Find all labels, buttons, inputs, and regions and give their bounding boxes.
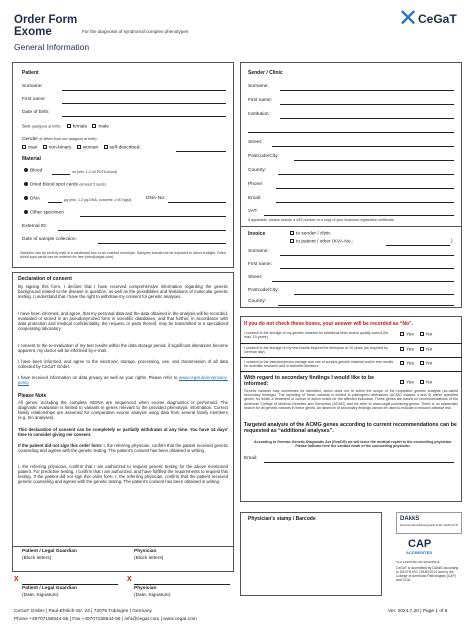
- material-note: Samples can be sent by mail in a cardboard box or air cushion envelope. Samples should not be exposed to direct sunlight. Dried blood spot cards can be ordered for free (info@cegat.com).: [20, 251, 226, 260]
- patient-surname-label: Surname:: [22, 84, 43, 89]
- q1-yes-label: Yes: [406, 332, 414, 338]
- other-specimen-field[interactable]: [80, 216, 226, 217]
- physician-email-label: Email:: [244, 456, 258, 461]
- gendg-text: According to German Genetic Diagnostic Act (GenDG) we will issue the medical report to the counselling physician. Please indicate here the contact email of the counselling physician.: [254, 440, 452, 449]
- invoice-firstname-label: First name:: [248, 262, 272, 267]
- secondary-findings-heading: With regard to secondary findings I would like to be informed:: [244, 375, 375, 387]
- sender-firstname-label: First name:: [248, 98, 272, 103]
- female-label: female: [72, 124, 88, 130]
- consent-p4: I have been informed, and agree to the electronic storage, processing, use, and transmission of all data collected by CeGaT GmbH.: [18, 359, 228, 369]
- sender-phone-label: Phone:: [248, 182, 264, 187]
- blood-note: ml (min. 1-2 ml EDTA-blood): [72, 170, 118, 174]
- invoice-street-field[interactable]: [272, 281, 454, 282]
- patient-heading: Patient: [22, 70, 39, 76]
- physician-sign-marker: X: [127, 576, 132, 583]
- invoice-postcode-field[interactable]: [294, 294, 454, 295]
- q3-answers: [400, 361, 432, 366]
- form-title-line2: Exome: [14, 26, 52, 38]
- dakks-text: DAkkS: [400, 516, 420, 522]
- blood-label: Blood: [30, 168, 43, 174]
- sender-vat-label: VAT:: [248, 209, 258, 214]
- consent-p6: I, the referring physician, confirm that the patient received genetic counseling and agrees with the genetic testing. The patient's consent has been obtained in writing.: [18, 443, 228, 453]
- self-described-field[interactable]: [176, 151, 226, 152]
- invoice-street-label: Street:: [248, 275, 263, 280]
- targeted-analysis-heading: Targeted analysis of the ACMG genes according to current recommendations can be requested as “additional analyses”.: [244, 422, 457, 434]
- blood-amount-field[interactable]: [52, 174, 70, 175]
- gender-label: Gender: [22, 137, 38, 142]
- sender-postcode-field[interactable]: [294, 160, 454, 161]
- invoice-opt2-row: [290, 239, 353, 244]
- footer-contact: Phone +49707156544-55 | Fax +49707156544-56 | info@cegat.com | www.cegat.com: [14, 617, 197, 622]
- q3-yes-checkbox[interactable]: [400, 361, 404, 365]
- bullet-icon: [24, 182, 28, 186]
- q-divider: [240, 357, 462, 358]
- consent-p5-row: [18, 375, 228, 385]
- cegat-logo: [398, 6, 462, 30]
- invoice-country-label: Country:: [248, 299, 267, 304]
- sender-street-label: Street:: [248, 140, 263, 145]
- sender-heading: Sender / Clinic: [248, 70, 283, 76]
- sender-postcode-label: Postcode/City:: [248, 154, 279, 159]
- secondary-findings-text: Genetic variants may sometimes be identified, which does not fit within the scope of the requested genetic analysis (so-called secondary findings). The reporting of these variants is limited to pathogenic alterations (ACMG classes 4 and 5) within specified genes, for which a treatment or course of action exists for the affected individual. These genes are based on recommendations of the American College of Medical Genetics and Genomics (ACMG) and we refer to www.cegat.com/acmg-genes. There is no systematic search for all genetic variants in these genes. An absence of secondary findings cannot be used to indicate a reduced disease risk.: [244, 389, 458, 410]
- invoice-heading: Invoice: [248, 231, 266, 237]
- dna-no-field[interactable]: [168, 202, 226, 203]
- physician-date-sig: (Date, Signature): [134, 593, 171, 598]
- dna-row: [22, 196, 40, 201]
- patient-sex-row: [22, 124, 109, 129]
- please-note-heading: Please Note: [18, 393, 47, 399]
- sender-email-label: Email:: [248, 196, 262, 201]
- male-label: male: [98, 124, 109, 130]
- sender-invoice-divider: [240, 226, 462, 227]
- form-title-line1: Order Form: [14, 14, 78, 26]
- woman-checkbox[interactable]: [77, 145, 81, 149]
- accreditation-text: CeGaT is accredited by DAkkS according to DIN EN ISO 15189:2014 and by the College of American Pathologists (CAP) and CLIA.: [396, 566, 459, 582]
- physician-label: Physician: [134, 549, 157, 554]
- consent-heading: Declaration of consent: [18, 276, 72, 282]
- cap-logo: [398, 538, 460, 558]
- stamp-box: [240, 512, 382, 596]
- gender-options: [22, 145, 141, 150]
- questions-heading: If you do not check these boxes, your answer will be recorded as “No”.: [244, 321, 413, 327]
- cap-sub: ACCREDITED: [406, 550, 433, 555]
- guardian2-label: Patient / Legal Guardian: [22, 586, 77, 591]
- sf-no-checkbox[interactable]: [420, 380, 424, 384]
- invoice-patient-checkbox[interactable]: [290, 239, 294, 243]
- sender-phone-field[interactable]: [276, 188, 454, 189]
- guardian-label: Patient / Legal Guardian: [22, 549, 77, 554]
- sf-no-label: No: [426, 380, 433, 386]
- other-label: Other specimen: [30, 210, 64, 216]
- q3-no-label: No: [426, 361, 433, 367]
- section-general-info: General Information: [14, 42, 90, 52]
- footer-address: CeGaT GmbH | Paul-Ehrlich-Str. 23 | 72076 Tübingen | Germany: [14, 609, 152, 614]
- clia-text: CLIA CERTIFIED ID# 99D2093316: [396, 560, 440, 564]
- bullet-icon: [24, 210, 28, 214]
- sender-surname-label: Surname:: [248, 84, 269, 89]
- sender-institution-label: Institution:: [248, 112, 270, 117]
- nonbinary-checkbox[interactable]: [43, 145, 47, 149]
- privacy-link[interactable]: www.cegat.de/en/privacy-policy: [18, 375, 228, 385]
- patient-firstname-label: First name:: [22, 97, 46, 102]
- withdraw-text: This declaration of consent can be completely or partially withdrawn at any time. You have 14 days' time to consider giving me consent.: [18, 427, 228, 437]
- sex-label: Sex: [22, 124, 31, 130]
- guardian-signature-field[interactable]: [22, 584, 118, 585]
- signature-divider: [12, 546, 234, 547]
- consent-p1: By signing this form, I declare that I have received comprehensive information regarding the genetic background related to the disease in question, as well as the possibilities and limitations of molecular genetic testing. I understand that I have the right to withdraw my consent for genetic analyses.: [18, 284, 228, 299]
- gender-note: (if differs from sex assigned at birth):: [39, 137, 98, 141]
- dna-note: µg (min. 1-2 µg DNA, concentr. ≥ 50 ng/µl): [64, 198, 132, 202]
- dbs-label: Dried blood spot cards: [30, 182, 78, 188]
- sender-country-field[interactable]: [278, 174, 454, 175]
- q3-no-checkbox[interactable]: [420, 361, 424, 365]
- invoice-opt2-end: ): [451, 239, 453, 244]
- material-heading: Material: [22, 156, 41, 162]
- self-described-label: self-described:: [109, 145, 141, 151]
- dbs-row: [22, 182, 106, 187]
- guardian-block: (Block letters): [22, 556, 52, 561]
- sender-email-field[interactable]: [276, 202, 454, 203]
- unsigned-row: [18, 443, 228, 453]
- external-id-field[interactable]: [58, 230, 226, 231]
- consent-p7: I, the referring physician, confirm that I am authorized to request genetic testing for the above mentioned patient. For predictive testing, I confirm that I am authorized, and have fulfilled the requirements to request this testing. If the patient did not sign this order form: I, the referring physician, confirm that the patient received genetic counseling and agrees with the genetic testing. The patient's consent has been obtained in writing.: [18, 464, 228, 484]
- physician-signature-field[interactable]: [134, 584, 230, 585]
- form-title: [14, 14, 77, 38]
- sender-firstname-field[interactable]: [280, 104, 454, 105]
- consent-p3: I consent to the re-evaluation of my test results within the data storage period, if significant alterations become apparent, my doctor will be informed by e-mail.: [18, 343, 228, 353]
- q2-answers: [400, 347, 432, 352]
- woman-label: woman: [82, 145, 99, 151]
- q2-yes-label: Yes: [406, 347, 414, 353]
- female-checkbox[interactable]: [67, 124, 71, 128]
- patient-firstname-field[interactable]: [62, 103, 226, 104]
- sender-box: [240, 62, 462, 308]
- gender-row: [22, 137, 97, 142]
- q2-yes-checkbox[interactable]: [400, 347, 404, 351]
- sex-note: (assigned at birth):: [31, 124, 62, 129]
- logo-x-icon: ✕: [398, 4, 419, 32]
- q1-no-label: No: [426, 332, 433, 338]
- sender-institution-field[interactable]: [280, 118, 454, 119]
- guardian-date-sig: (Date, Signature): [22, 593, 59, 598]
- man-checkbox[interactable]: [22, 145, 26, 149]
- dna-no-label: DNA-No.:: [146, 196, 167, 201]
- other-row: [22, 210, 64, 215]
- q3-yes-label: Yes: [406, 361, 414, 367]
- logo-text: CeGaT: [418, 12, 457, 26]
- q1-yes-checkbox[interactable]: [400, 332, 404, 336]
- dbs-note: (at least 5 spots): [79, 182, 106, 187]
- q-divider: [240, 343, 462, 344]
- self-described-checkbox[interactable]: [104, 145, 108, 149]
- kva-no-field[interactable]: [386, 245, 450, 246]
- physician-block: (Block letters): [134, 556, 164, 561]
- question-3: I consent to the pseudonymous storage and use of surplus genetic material and/or test results for scientific research and in scientific literature.: [244, 360, 394, 369]
- sf-yes-label: Yes: [406, 380, 414, 386]
- unsigned-heading: If the patient did not sign this order form:: [18, 443, 103, 448]
- dna-amount-field[interactable]: [48, 202, 62, 203]
- male-checkbox[interactable]: [92, 124, 96, 128]
- physician2-label: Physician: [134, 586, 157, 591]
- question-1: I consent to the storage of my genetic material for additional tests and/or quality control (for max. 10 years).: [244, 331, 389, 340]
- footer-version: Ver. 2024.7.20 | Page 1 of 8: [388, 609, 448, 614]
- sender-country-label: Country:: [248, 168, 267, 173]
- invoice-opt1-label: to sender / clinic: [296, 231, 331, 237]
- bullet-icon: [24, 196, 28, 200]
- q2-no-checkbox[interactable]: [420, 347, 424, 351]
- invoice-sender-checkbox[interactable]: [290, 231, 294, 235]
- sender-institution-field-2[interactable]: [248, 132, 454, 133]
- external-id-label: External ID:: [22, 224, 48, 229]
- sender-vat-note: If applicable, please include a VAT number or a copy of your business registration certificate.: [248, 218, 395, 222]
- invoice-firstname-field[interactable]: [280, 268, 454, 269]
- cap-text: CAP: [408, 538, 432, 550]
- q1-no-checkbox[interactable]: [420, 332, 424, 336]
- nonbinary-label: non-binary: [48, 145, 72, 151]
- man-label: man: [28, 145, 38, 151]
- please-note-text: All genes, including the complete mtDNA are sequenced when exome diagnostics is performed. The diagnostic evaluation is limited to variants in genes relevant to the provided phenotypic information. Correct family relationships are assumed for comparative exome analysis using data from several family members (e.g. trio analyses).: [18, 400, 228, 420]
- sender-surname-field[interactable]: [280, 90, 454, 91]
- invoice-opt2-label: to patient / other (KVA-No.:: [296, 239, 354, 245]
- dna-label: DNA: [30, 196, 41, 202]
- invoice-surname-field[interactable]: [280, 255, 454, 256]
- q2-no-label: No: [426, 347, 433, 353]
- blood-row: [22, 168, 42, 173]
- stamp-heading: Physician's stamp / Barcode: [248, 516, 316, 522]
- invoice-opt1-row: [290, 231, 331, 236]
- form-subtitle: For the diagnosis of syndromal complex phenotypes: [82, 29, 189, 34]
- invoice-surname-label: Surname:: [248, 249, 269, 254]
- collection-date-label: Date of sample collection:: [22, 237, 77, 242]
- question-2: I consent to the storage of my test results beyond the timespan of 10 years (as required by German law).: [244, 346, 388, 355]
- consent-p2: I have been informed, and agree, that my personal data and the data obtained in the analysis will be recorded, evaluated or stored in an pseudonymized form in scientific databases, and that further, in accordance with data protection and medical confidentiality, the request, or parts thereof, may be transmitted to a specialized cooperating laboratory.: [18, 311, 228, 331]
- invoice-postcode-label: Postcode/City:: [248, 288, 279, 293]
- bullet-icon: [24, 168, 28, 172]
- physician-email-field[interactable]: [264, 462, 454, 463]
- patient-dob-field[interactable]: [62, 116, 226, 117]
- sf-answers: [400, 380, 432, 385]
- patient-surname-field[interactable]: [62, 90, 226, 91]
- patient-dob-label: Date of birth:: [22, 110, 50, 115]
- collection-date-field[interactable]: [98, 243, 226, 244]
- q-divider: [240, 371, 462, 372]
- sender-street-field[interactable]: [272, 146, 454, 147]
- sf-yes-checkbox[interactable]: [400, 380, 404, 384]
- invoice-country-field[interactable]: [278, 305, 454, 306]
- dakks-sub: Deutsche Akkreditierungsstelle D-ML-13206-01-00: [400, 524, 459, 527]
- guardian-sign-marker: X: [14, 576, 19, 583]
- q1-answers: [400, 332, 432, 337]
- sender-vat-field[interactable]: [264, 215, 454, 216]
- consent-p5: I have received information on data privacy as well as your rights. Please refer to: [18, 375, 178, 380]
- dakks-logo: [396, 512, 462, 534]
